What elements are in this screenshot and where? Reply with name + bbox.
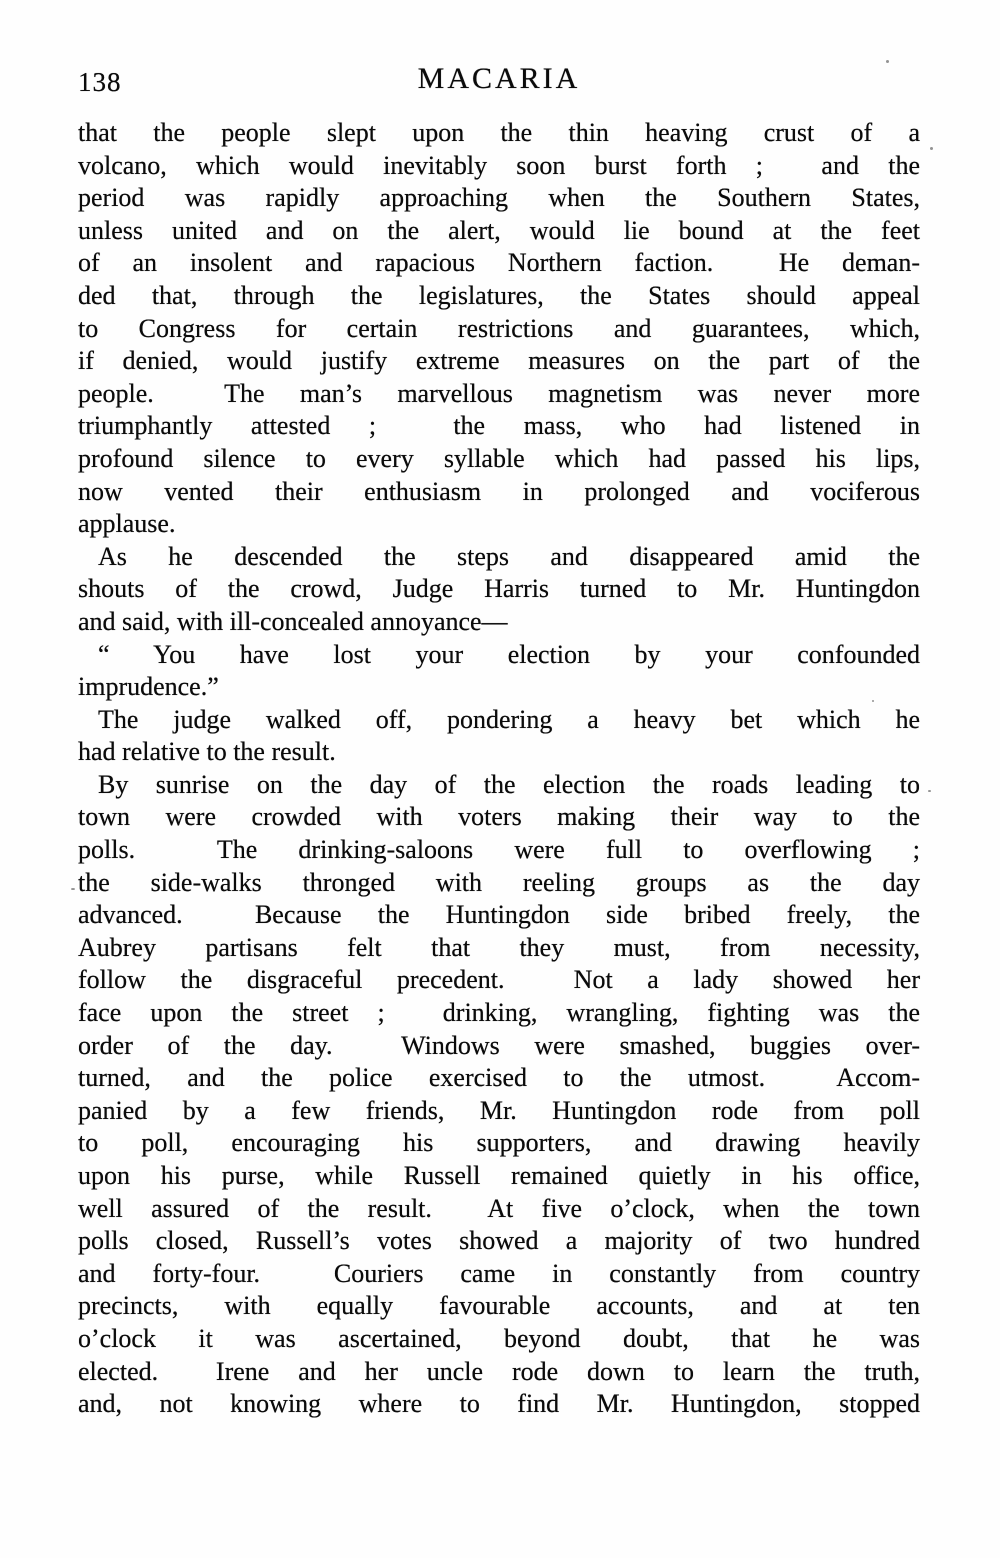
text-line: ded that, through the legislatures, the States should appeal	[78, 280, 920, 310]
text-line: that the people slept upon the thin heaving crust of a	[78, 118, 920, 147]
text-line: advanced. Because the Huntingdon side bribed freely, the	[78, 900, 920, 930]
text-line: Aubrey partisans felt that they must, from necessity,	[78, 932, 920, 962]
text-line: polls. The drinking-saloons were full to overflowing ;	[78, 835, 920, 865]
running-title: MACARIA	[417, 62, 581, 95]
text-line: imprudence.”	[78, 672, 219, 702]
text-line: triumphantly attested ; the mass, who had listened in	[78, 411, 920, 441]
text-line: well assured of the result. At five o’clock, when the town	[78, 1193, 920, 1223]
scan-speck	[928, 790, 931, 792]
text-line: panied by a few friends, Mr. Huntingdon rode from poll	[78, 1095, 920, 1125]
text-line: o’clock it was ascertained, beyond doubt, that he was	[78, 1323, 920, 1353]
page-body	[78, 117, 920, 1421]
text-line: applause.	[78, 509, 176, 539]
text-line: order of the day. Windows were smashed, buggies over-	[78, 1030, 920, 1060]
text-line: As he descended the steps and disappeared amid the	[98, 541, 920, 571]
paragraph	[78, 541, 920, 639]
text-line: polls closed, Russell’s votes showed a majority of two hundred	[78, 1226, 920, 1256]
text-line: and, not knowing where to find Mr. Huntingdon, stopped	[78, 1389, 920, 1419]
scan-speck	[71, 888, 75, 890]
text-line: precincts, with equally favourable accounts, and at ten	[78, 1291, 920, 1321]
text-line: elected. Irene and her uncle rode down to learn the truth,	[78, 1356, 920, 1386]
text-line: to Congress for certain restrictions and guarantees, which,	[78, 313, 920, 343]
text-line: “ You have lost your election by your confounded	[98, 639, 920, 669]
text-line: turned, and the police exercised to the utmost. Accom-	[78, 1063, 920, 1093]
scan-speck	[872, 700, 874, 702]
text-line: upon his purse, while Russell remained quietly in his office,	[78, 1161, 920, 1190]
text-line: had relative to the result.	[78, 737, 336, 767]
text-line: people. The man’s marvellous magnetism was never more	[78, 378, 920, 408]
text-line: unless united and on the alert, would lie bound at the feet	[78, 215, 920, 245]
page-number: 138	[78, 67, 122, 97]
text-line: shouts of the crowd, Judge Harris turned to Mr. Huntingdon	[78, 574, 920, 604]
text-line: By sunrise on the day of the election the roads leading to	[98, 769, 920, 799]
text-line: and said, with ill-concealed annoyance—	[78, 606, 508, 636]
paragraph	[78, 769, 920, 1421]
text-line: now vented their enthusiasm in prolonged and vociferous	[78, 476, 920, 506]
running-header	[78, 62, 920, 98]
paragraph	[78, 117, 920, 541]
text-line: follow the disgraceful precedent. Not a lady showed her	[78, 965, 920, 995]
paragraph	[78, 704, 920, 769]
text-line: The judge walked off, pondering a heavy bet which he	[98, 704, 920, 734]
text-line: town were crowded with voters making their way to the	[78, 802, 920, 832]
text-line: to poll, encouraging his supporters, and drawing heavily	[78, 1128, 920, 1158]
scan-speck	[930, 147, 933, 150]
text-line: face upon the street ; drinking, wrangling, fighting was the	[78, 998, 920, 1028]
text-line: the side-walks thronged with reeling groups as the day	[78, 867, 920, 897]
paragraph	[78, 639, 920, 704]
text-line: profound silence to every syllable which had passed his lips,	[78, 443, 920, 473]
text-line: and forty-four. Couriers came in constantly from country	[78, 1258, 920, 1288]
scan-speck	[886, 60, 889, 63]
text-line: volcano, which would inevitably soon burst forth ; and the	[78, 150, 920, 180]
text-line: if denied, would justify extreme measures on the part of the	[78, 346, 920, 376]
text-line: of an insolent and rapacious Northern faction. He deman-	[78, 248, 920, 278]
text-line: period was rapidly approaching when the Southern States,	[78, 183, 920, 213]
